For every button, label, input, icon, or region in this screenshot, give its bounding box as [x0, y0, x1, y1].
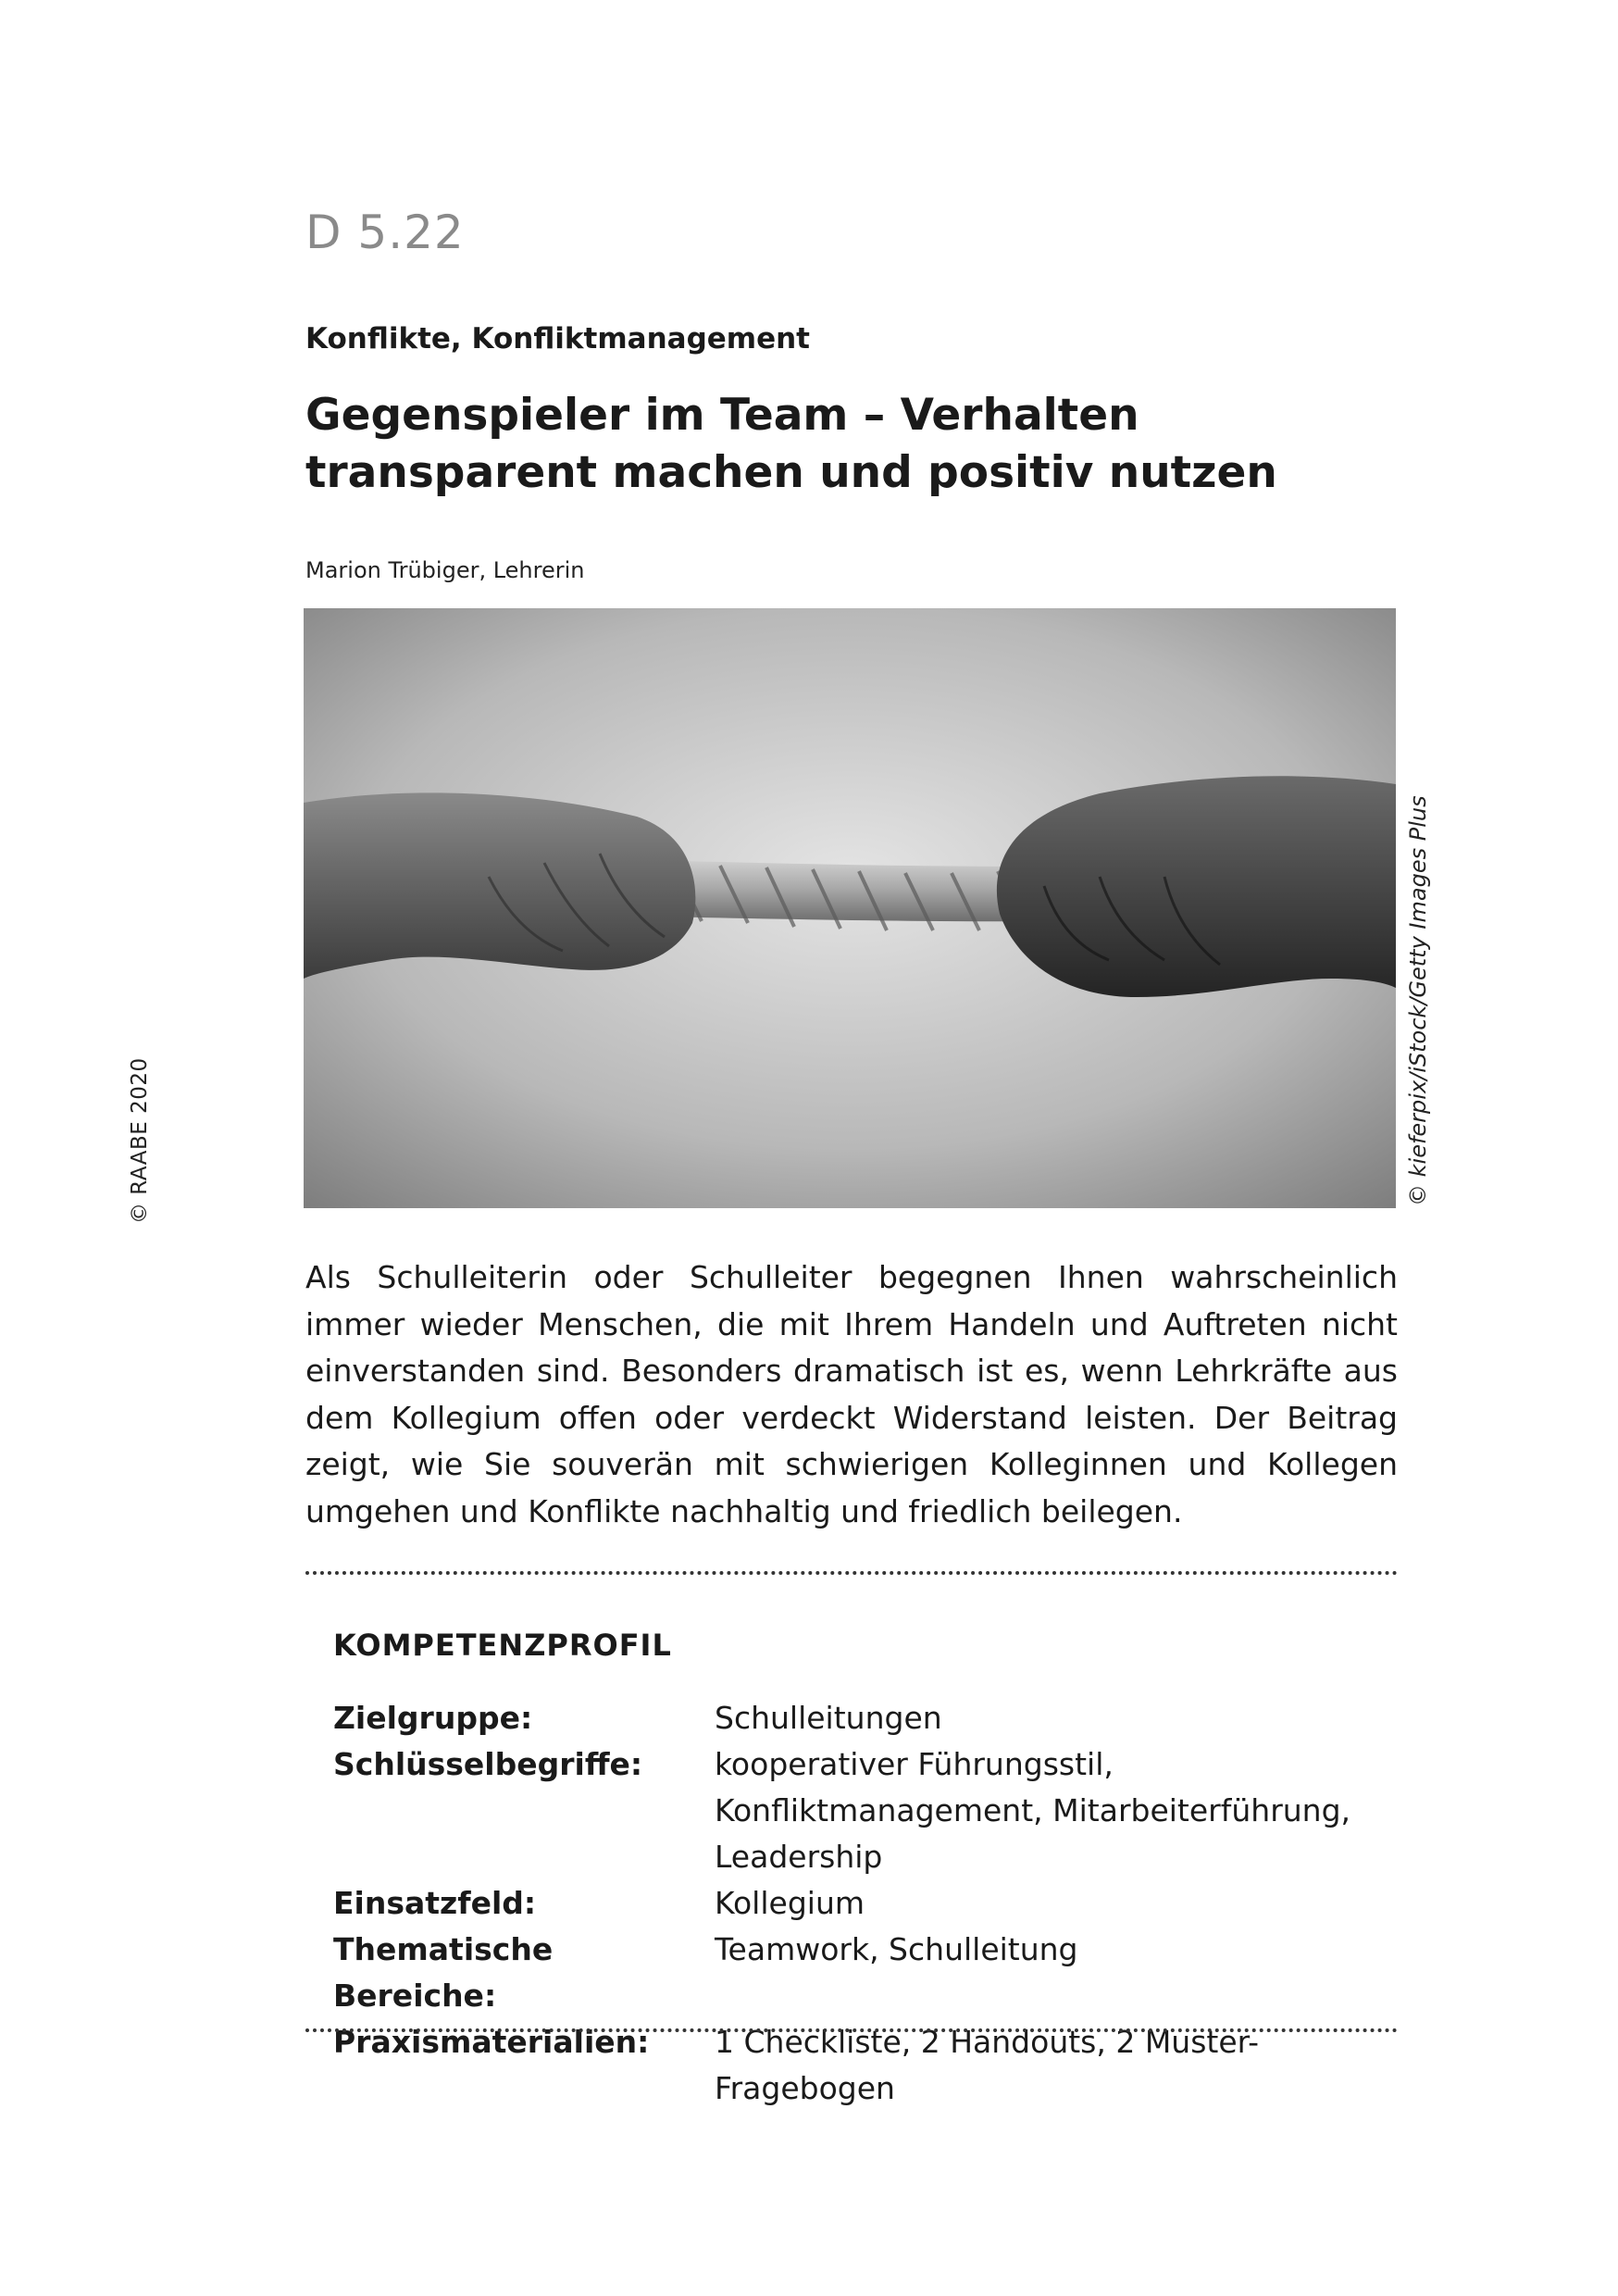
profile-label: Zielgruppe: — [333, 1700, 533, 1736]
category-label: Konflikte, Konfliktmanagement — [305, 322, 810, 356]
copyright-notice: © RAABE 2020 — [128, 1057, 152, 1224]
profile-row — [333, 1741, 1398, 1880]
profile-heading: KOMPETENZPROFIL — [333, 1628, 672, 1663]
profile-row — [333, 2019, 1398, 2112]
section-code: D 5.22 — [305, 206, 465, 259]
dotted-divider-bottom — [305, 2028, 1398, 2032]
profile-value: Kollegium — [715, 1885, 865, 1921]
profile-label: Thematische Bereiche: — [333, 1931, 554, 2014]
title-line-1: Gegenspieler im Team – Verhalten — [305, 390, 1139, 441]
tug-of-war-hands-rope-icon — [304, 608, 1396, 1208]
tug-of-war-photo — [304, 608, 1396, 1208]
dotted-divider-top — [305, 1571, 1398, 1575]
photo-credit: © kieferpix/iStock/Getty Images Plus — [1405, 795, 1431, 1206]
page-title — [305, 387, 1398, 502]
profile-row — [333, 1880, 1398, 1927]
profile-row — [333, 1927, 1398, 2019]
profile-label: Schlüsselbegriffe: — [333, 1746, 643, 1782]
title-line-2: transparent machen und positiv nutzen — [305, 447, 1277, 498]
competence-profile-table — [333, 1695, 1398, 2112]
profile-value: 1 Checkliste, 2 Handouts, 2 Muster-Fragebogen — [715, 2024, 1260, 2106]
profile-value: Schulleitungen — [715, 1700, 942, 1736]
intro-paragraph: Als Schulleiterin oder Schulleiter begegnen Ihnen wahrscheinlich immer wieder Menschen, die mit Ihrem Handeln und Auftreten nicht einverstanden sind. Besonders dramatisch ist es, wenn Lehrkräfte aus dem Kollegium offen oder verdeckt Widerstand leisten. Der Beitrag zeigt, wie Sie souverän mit schwierigen Kolleginnen und Kollegen umgehen und Konflikte nachhaltig und friedlich beilegen. — [305, 1259, 1398, 1529]
profile-value: Teamwork, Schulleitung — [715, 1931, 1078, 1967]
profile-row — [333, 1695, 1398, 1741]
profile-value: kooperativer Führungsstil, Konfliktmanagement, Mitarbeiterführung, Leadership — [715, 1746, 1351, 1875]
author-line: Marion Trübiger, Lehrerin — [305, 557, 585, 583]
profile-label: Einsatzfeld: — [333, 1885, 537, 1921]
profile-label: Praxismaterialien: — [333, 2024, 650, 2060]
